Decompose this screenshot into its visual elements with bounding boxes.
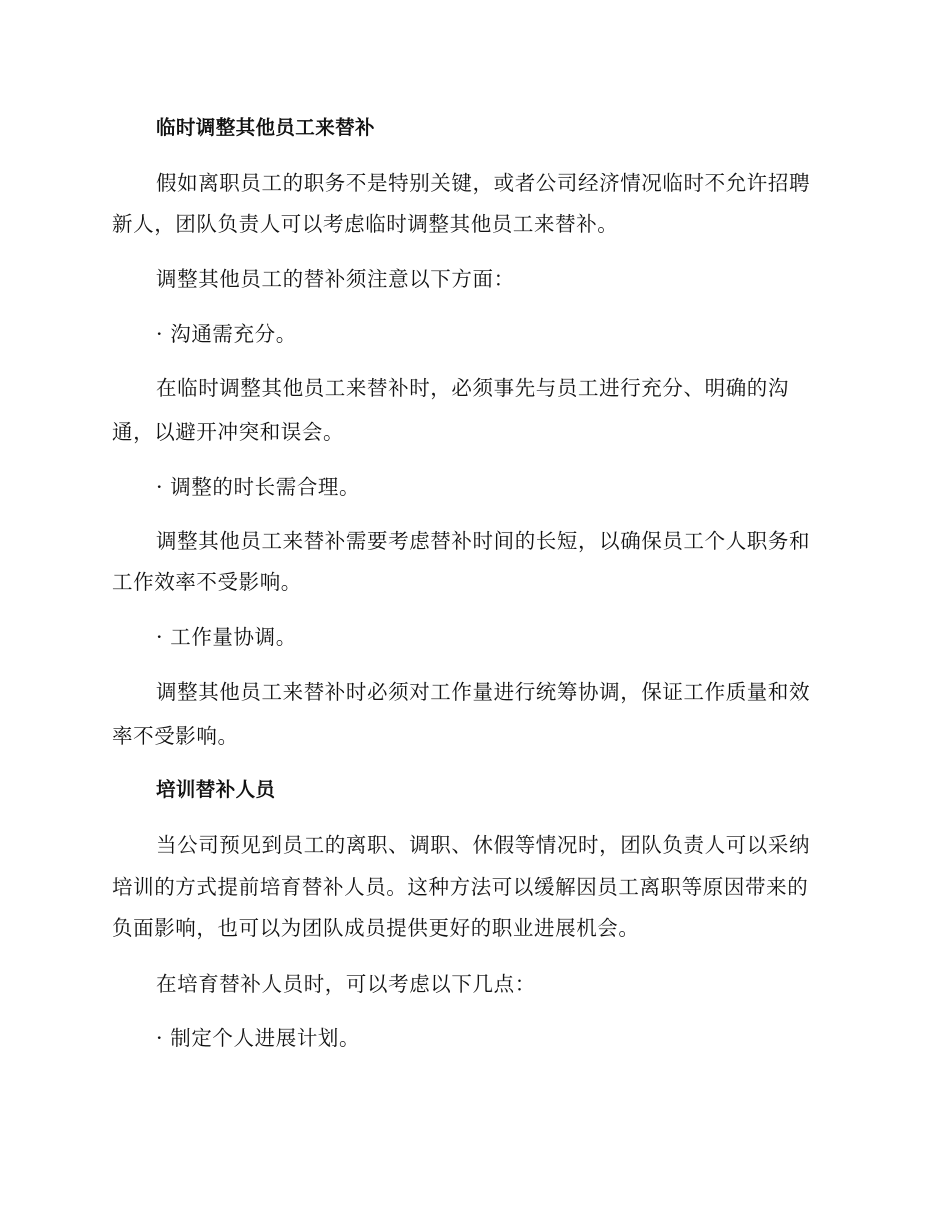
paragraph-line: 通，以避开冲突和误会。 (112, 420, 345, 444)
paragraph-line: 调整其他员工的替补须注意以下方面： (156, 267, 515, 291)
paragraph-line: 在培育替补人员时，可以考虑以下几点： (156, 972, 536, 996)
bullet-item-communication: · 沟通需充分。 (156, 322, 297, 346)
bullet-item-development-plan: · 制定个人进展计划。 (156, 1026, 361, 1050)
paragraph-line: 新人，团队负责人可以考虑临时调整其他员工来替补。 (112, 212, 619, 236)
paragraph-line: 当公司预见到员工的离职、调职、休假等情况时，团队负责人可以采纳 (156, 833, 811, 857)
paragraph-line: 调整其他员工来替补时必须对工作量进行统筹协调，保证工作质量和效 (156, 680, 811, 704)
paragraph-line: 调整其他员工来替补需要考虑替补时间的长短，以确保员工个人职务和 (156, 529, 811, 553)
bullet-item-workload: · 工作量协调。 (156, 625, 297, 649)
bullet-item-duration: · 调整的时长需合理。 (156, 475, 361, 499)
paragraph-line: 负面影响，也可以为团队成员提供更好的职业进展机会。 (112, 916, 640, 940)
paragraph-line: 培训的方式提前培育替补人员。这种方法可以缓解因员工离职等原因带来的 (112, 875, 809, 899)
paragraph-line: 假如离职员工的职务不是特别关键，或者公司经济情况临时不允许招聘 (156, 171, 811, 195)
paragraph-line: 在临时调整其他员工来替补时，必须事先与员工进行充分、明确的沟 (156, 376, 789, 400)
section-heading-temporary-adjustment: 临时调整其他员工来替补 (156, 116, 375, 139)
section-heading-training-substitutes: 培训替补人员 (156, 778, 276, 801)
paragraph-line: 工作效率不受影响。 (112, 570, 302, 594)
paragraph-line: 率不受影响。 (112, 724, 239, 748)
